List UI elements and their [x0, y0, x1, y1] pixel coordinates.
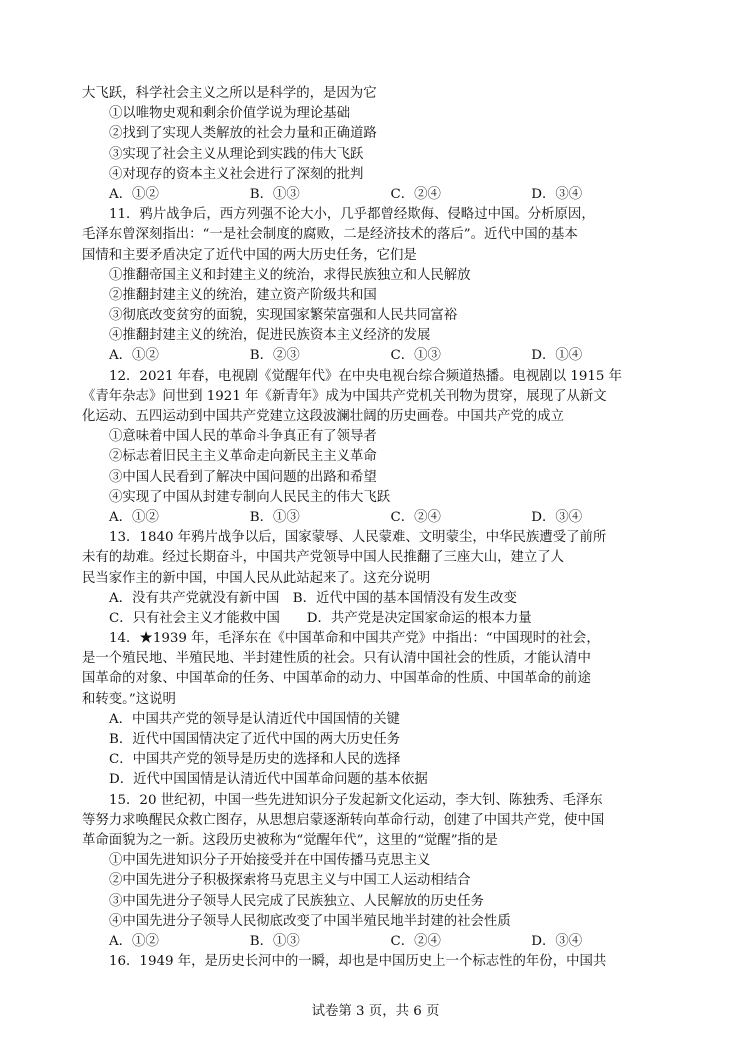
- answer-options-row: [82, 508, 672, 528]
- answer-option: B．①③: [249, 933, 300, 949]
- text-line: 毛泽东曾深刻指出：“一是社会制度的腐败，二是经济技术的落后”。近代中国的基本: [82, 227, 578, 243]
- text-line: D．近代中国国情是认清近代中国革命问题的基本依据: [109, 772, 428, 788]
- text-line: ③彻底改变贫穷的面貌，实现国家繁荣富强和人民共同富裕: [109, 308, 458, 324]
- answer-option: D．③④: [531, 509, 583, 525]
- text-line: C．只有社会主义才能救中国 D．共产党是决定国家命运的根本力量: [109, 610, 532, 626]
- text-line: ①中国先进知识分子开始接受并在中国传播马克思主义: [109, 853, 431, 869]
- text-line: 16．1949 年，是历史长河中的一瞬，却也是中国历史上一个标志性的年份，中国共: [109, 954, 607, 970]
- answer-options-row: [82, 346, 672, 366]
- text-line: ①推翻帝国主义和封建主义的统治，求得民族独立和人民解放: [109, 267, 471, 283]
- text-line: ②标志着旧民主主义革命走向新民主主义革命: [109, 449, 377, 465]
- text-line: 国革命的对象、中国革命的任务、中国革命的动力、中国革命的性质、中国革命的前途: [82, 671, 591, 687]
- answer-option: A．①②: [109, 933, 159, 949]
- text-line: ②找到了实现人类解放的社会力量和正确道路: [109, 126, 377, 142]
- text-line: 11．鸦片战争后，西方列强不论大小，几乎都曾经欺侮、侵略过中国。分析原因，: [109, 207, 595, 223]
- text-line: 大飞跃，科学社会主义之所以是科学的，是因为它: [82, 86, 377, 101]
- text-line: A．中国共产党的领导是认清近代中国国情的关键: [109, 711, 400, 727]
- answer-option: C．②④: [390, 186, 441, 202]
- text-line: A．没有共产党就没有新中国 B．近代中国的基本国情没有发生改变: [109, 590, 517, 606]
- text-line: 民当家作主的新中国，中国人民从此站起来了。这充分说明: [82, 570, 431, 586]
- answer-option: A．①②: [109, 509, 159, 525]
- answer-option: B．①③: [249, 509, 300, 525]
- text-line: ②推翻封建主义的统治，建立资产阶级共和国: [109, 287, 377, 303]
- answer-options-row: [82, 932, 672, 952]
- text-line: ④实现了中国从封建专制向人民民主的伟大飞跃: [109, 489, 391, 505]
- page-footer: 试卷第 3 页，共 6 页: [311, 1004, 440, 1019]
- text-line: 12．2021 年春，电视剧《觉醒年代》在中央电视台综合频道热播。电视剧以 1915 年: [109, 368, 623, 384]
- text-line: 14．★1939 年，毛泽东在《中国革命和中国共产党》中指出：“中国现时的社会，: [109, 631, 600, 647]
- text-line: B．近代中国国情决定了近代中国的两大历史任务: [109, 732, 401, 747]
- text-line: 等努力求唤醒民众救亡图存，从思想启蒙逐渐转向革命行动，创建了中国共产党，使中国: [82, 812, 605, 828]
- text-line: C．中国共产党的领导是历史的选择和人民的选择: [109, 752, 401, 768]
- answer-option: B．①③: [249, 186, 300, 202]
- text-line: 革命面貌为之一新。这段历史被称为“觉醒年代”，这里的“觉醒”指的是: [82, 832, 498, 848]
- answer-option: A．①②: [109, 186, 159, 202]
- answer-option: D．③④: [531, 933, 583, 949]
- text-line: ④中国先进分子领导人民彻底改变了中国半殖民地半封建的社会性质: [109, 913, 511, 929]
- answer-option: C．②④: [390, 933, 441, 949]
- text-line: 《青年杂志》问世到 1921 年《新青年》成为中国共产党机关刊物为贯穿，展现了从新文: [82, 388, 607, 404]
- answer-option: A．①②: [109, 348, 159, 364]
- text-line: ②中国先进分子积极探索将马克思主义与中国工人运动相结合: [109, 873, 471, 889]
- question-content: [82, 84, 672, 972]
- text-line: ①意味着中国人民的革命斗争真正有了领导者: [109, 429, 377, 445]
- answer-option: C．①③: [390, 348, 441, 364]
- text-line: ④推翻封建主义的统治，促进民族资本主义经济的发展: [109, 328, 431, 344]
- text-line: ①以唯物史观和剩余价值学说为理论基础: [109, 106, 351, 122]
- text-line: ③中国人民看到了解决中国问题的出路和希望: [109, 469, 377, 485]
- text-line: 和转变。”这说明: [82, 691, 176, 707]
- text-line: 15．20 世纪初，中国一些先进知识分子发起新文化运动，李大钊、陈独秀、毛泽东: [109, 792, 603, 808]
- answer-option: B．②③: [249, 348, 300, 364]
- text-line: 未有的劫难。经过长期奋斗，中国共产党领导中国人民推翻了三座大山，建立了人: [82, 550, 565, 566]
- text-line: ④对现存的资本主义社会进行了深刻的批判: [109, 166, 364, 182]
- answer-option: C．②④: [390, 509, 441, 525]
- text-line: 化运动、五四运动到中国共产党建立这段波澜壮阔的历史画卷。中国共产党的成立: [82, 409, 565, 424]
- text-line: 国情和主要矛盾决定了近代中国的两大历史任务，它们是: [82, 247, 417, 263]
- answer-option: D．①④: [531, 348, 583, 364]
- text-line: ③中国先进分子领导人民完成了民族独立、人民解放的历史任务: [109, 893, 484, 909]
- text-line: 13．1840 年鸦片战争以后，国家蒙辱、人民蒙难、文明蒙尘，中华民族遭受了前所: [109, 530, 607, 546]
- text-line: 是一个殖民地、半殖民地、半封建性质的社会。只有认清中国社会的性质，才能认清中: [82, 651, 591, 667]
- text-line: ③实现了社会主义从理论到实践的伟大飞跃: [109, 146, 364, 162]
- answer-option: D．③④: [531, 186, 583, 202]
- answer-options-row: [82, 185, 672, 205]
